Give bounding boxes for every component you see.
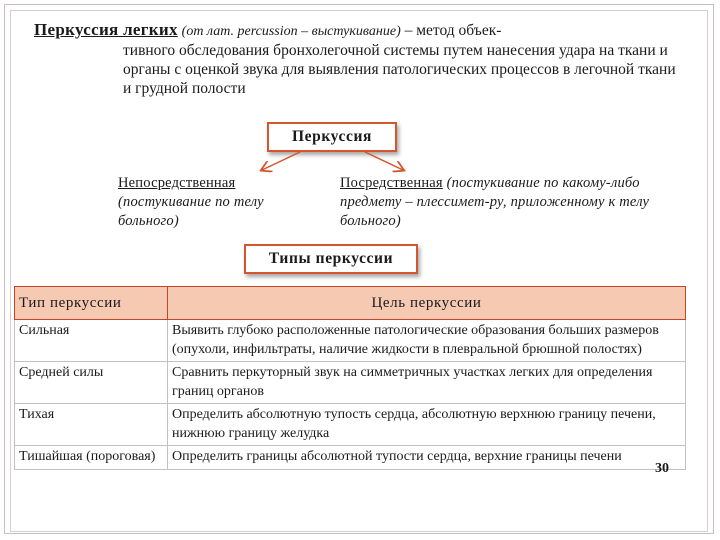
table-row: [15, 404, 686, 446]
table-row: [15, 446, 686, 470]
arrow-down-icon: [262, 152, 300, 170]
branch-indirect-note: (постукивание по какому-либо предмету – плессимет-ру, приложенному к телу больного): [340, 175, 650, 229]
types-box: Типы перкуссии: [244, 244, 418, 274]
branch-direct-note: (постукивание по телу больного): [118, 194, 264, 229]
percussion-box: Перкуссия: [267, 122, 397, 152]
table-row: [15, 320, 686, 362]
branch-indirect-title: Посредственная: [340, 175, 443, 191]
intro-definition-rest: тивного обследования бронхолегочной системы путем нанесения удара на ткани и органы с оценкой звука для выявления патологических процессов в легочной ткани и грудной полости: [123, 42, 676, 97]
row-goal: Определить абсолютную тупость сердца, абсолютную верхнюю границу печени, нижнюю границу желудка: [168, 404, 686, 446]
page-number: 30: [655, 461, 669, 476]
row-type: Тишайшая (пороговая): [15, 446, 168, 470]
row-goal: Определить границы абсолютной тупости сердца, верхние границы печени: [168, 446, 686, 470]
row-type: Средней силы: [15, 362, 168, 404]
intro-etymology: (от лат. percussion – выстукивание): [181, 24, 401, 39]
arrow-down-icon: [365, 152, 403, 170]
row-goal: Выявить глубоко расположенные патологические образования больших размеров (опухоли, инфильтраты, наличие жидкости в плевральной брюшной полостях): [168, 320, 686, 362]
intro-definition-start: – метод объек-: [404, 22, 502, 39]
percussion-types-table: [14, 286, 686, 470]
header-goal: Цель перкуссии: [168, 287, 686, 320]
branch-indirect: [340, 174, 670, 231]
table-header-row: [15, 287, 686, 320]
branch-direct-title: Непосредственная: [118, 175, 236, 191]
row-goal: Сравнить перкуторный звук на симметричных участках легких для определения границ органов: [168, 362, 686, 404]
row-type: Сильная: [15, 320, 168, 362]
branch-direct: [118, 174, 308, 231]
row-type: Тихая: [15, 404, 168, 446]
header-type: Тип перкуссии: [15, 287, 168, 320]
intro-term: Перкуссия легких: [34, 20, 178, 39]
table-row: [15, 362, 686, 404]
